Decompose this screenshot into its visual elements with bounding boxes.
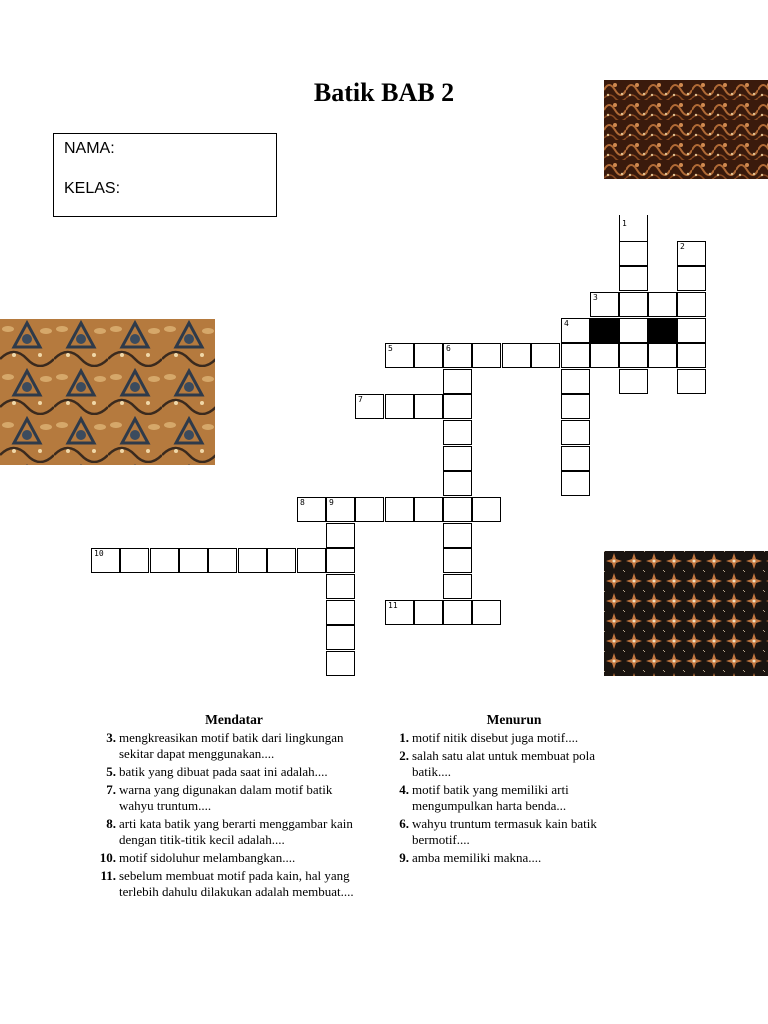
clue-number-2: 2 xyxy=(680,242,685,251)
crossword-cell[interactable] xyxy=(561,446,590,471)
crossword-cell[interactable] xyxy=(502,343,531,368)
crossword-cell[interactable] xyxy=(326,497,355,522)
crossword-cell[interactable] xyxy=(443,420,472,445)
grid-line xyxy=(619,215,620,242)
crossword-cell[interactable] xyxy=(590,292,619,317)
clue-number-11: 11 xyxy=(388,601,398,610)
black-cell xyxy=(590,318,619,343)
clue-number: 9. xyxy=(399,850,409,865)
crossword-cell[interactable] xyxy=(677,241,706,266)
clue-item xyxy=(394,782,634,814)
down-clues xyxy=(394,712,634,868)
clue-text: motif sidoluhur melambangkan.... xyxy=(119,850,296,865)
crossword-cell[interactable] xyxy=(297,548,326,573)
clue-text: motif nitik disebut juga motif.... xyxy=(412,730,579,745)
clue-number: 11. xyxy=(100,868,116,883)
clue-number: 10. xyxy=(99,850,116,865)
crossword-cell[interactable] xyxy=(385,497,414,522)
crossword-cell[interactable] xyxy=(414,600,443,625)
crossword-cell[interactable] xyxy=(619,266,648,291)
clue-text: warna yang digunakan dalam motif batik wahyu truntum.... xyxy=(119,782,333,813)
clue-item xyxy=(98,850,370,866)
crossword-cell[interactable] xyxy=(561,343,590,368)
clue-item xyxy=(98,764,370,780)
crossword-cell[interactable] xyxy=(648,343,677,368)
class-label: KELAS: xyxy=(64,180,121,197)
clue-number: 2. xyxy=(399,748,409,763)
crossword-cell[interactable] xyxy=(561,369,590,394)
crossword-cell[interactable] xyxy=(443,548,472,573)
crossword-cell[interactable] xyxy=(385,343,414,368)
clue-number: 8. xyxy=(106,816,116,831)
clue-number-4: 4 xyxy=(564,319,569,328)
clue-number: 7. xyxy=(106,782,116,797)
clue-text: wahyu truntum termasuk kain batik bermotif.... xyxy=(412,816,597,847)
crossword-cell[interactable] xyxy=(677,369,706,394)
crossword-cell[interactable] xyxy=(472,497,501,522)
crossword-cell[interactable] xyxy=(326,574,355,599)
clue-text: motif batik yang memiliki arti mengumpulkan harta benda... xyxy=(412,782,569,813)
crossword-cell[interactable] xyxy=(443,574,472,599)
crossword-cell[interactable] xyxy=(648,292,677,317)
crossword-cell[interactable] xyxy=(677,318,706,343)
clue-item xyxy=(98,816,370,848)
down-heading: Menurun xyxy=(486,712,542,727)
clue-number: 4. xyxy=(399,782,409,797)
clue-number-6: 6 xyxy=(446,344,451,353)
clue-number-5: 5 xyxy=(388,344,393,353)
crossword-cell[interactable] xyxy=(355,394,384,419)
crossword-cell[interactable] xyxy=(443,497,472,522)
crossword-cell[interactable] xyxy=(472,600,501,625)
clue-number-8: 8 xyxy=(300,498,305,507)
clue-number-3: 3 xyxy=(593,293,598,302)
crossword-cell[interactable] xyxy=(443,394,472,419)
crossword-cell[interactable] xyxy=(267,548,296,573)
crossword-cell[interactable] xyxy=(677,266,706,291)
crossword-cell[interactable] xyxy=(326,651,355,676)
crossword-cell[interactable] xyxy=(238,548,267,573)
clue-item xyxy=(394,730,634,746)
black-cell xyxy=(648,318,677,343)
crossword-cell[interactable] xyxy=(443,471,472,496)
crossword-cell[interactable] xyxy=(561,471,590,496)
crossword-cell[interactable] xyxy=(561,394,590,419)
crossword-cell[interactable] xyxy=(91,548,120,573)
crossword-cell[interactable] xyxy=(677,343,706,368)
clue-text: salah satu alat untuk membuat pola batik.... xyxy=(412,748,596,779)
grid-line xyxy=(647,215,648,242)
clue-number: 5. xyxy=(106,764,116,779)
crossword-cell[interactable] xyxy=(150,548,179,573)
clue-number: 6. xyxy=(399,816,409,831)
name-class-box xyxy=(53,133,277,217)
crossword-cell[interactable] xyxy=(326,600,355,625)
crossword-cell[interactable] xyxy=(443,369,472,394)
clue-item xyxy=(98,868,370,900)
crossword-cell[interactable] xyxy=(120,548,149,573)
crossword-cell[interactable] xyxy=(619,318,648,343)
crossword-cell[interactable] xyxy=(414,394,443,419)
crossword-cell[interactable] xyxy=(472,343,501,368)
page-title: Batik BAB 2 xyxy=(313,78,455,107)
across-clues xyxy=(98,712,370,902)
batik-image-top-right xyxy=(604,80,768,179)
clue-text: mengkreasikan motif batik dari lingkungan sekitar dapat menggunakan.... xyxy=(119,730,344,761)
crossword-cell[interactable] xyxy=(619,343,648,368)
clue-text: amba memiliki makna.... xyxy=(412,850,542,865)
crossword-cell[interactable] xyxy=(297,497,326,522)
crossword-cell[interactable] xyxy=(443,523,472,548)
crossword-cell[interactable] xyxy=(619,369,648,394)
clue-number-9: 9 xyxy=(329,498,334,507)
crossword-cell[interactable] xyxy=(443,343,472,368)
clue-item xyxy=(394,850,634,866)
clue-item xyxy=(394,748,634,780)
crossword-cell[interactable] xyxy=(561,318,590,343)
clue-item xyxy=(394,816,634,848)
across-heading: Mendatar xyxy=(205,712,263,727)
crossword-cell[interactable] xyxy=(326,548,355,573)
clue-item xyxy=(98,782,370,814)
crossword-cell[interactable] xyxy=(385,394,414,419)
crossword-cell[interactable] xyxy=(677,292,706,317)
name-label: NAMA: xyxy=(64,140,115,157)
crossword-cell[interactable] xyxy=(326,523,355,548)
crossword-cell[interactable] xyxy=(414,497,443,522)
crossword-cell[interactable] xyxy=(443,446,472,471)
clue-number: 3. xyxy=(106,730,116,745)
crossword-cell[interactable] xyxy=(326,625,355,650)
clue-number-7: 7 xyxy=(358,395,363,404)
crossword-cell[interactable] xyxy=(443,600,472,625)
batik-image-left xyxy=(0,319,215,465)
clue-item xyxy=(98,730,370,762)
clue-text: arti kata batik yang berarti menggambar kain dengan titik-titik kecil adalah.... xyxy=(119,816,353,847)
crossword-cell[interactable] xyxy=(414,343,443,368)
clue-number: 1. xyxy=(399,730,409,745)
crossword-cell[interactable] xyxy=(385,600,414,625)
crossword-cell[interactable] xyxy=(619,292,648,317)
crossword-cell[interactable] xyxy=(208,548,237,573)
crossword-cell[interactable] xyxy=(561,420,590,445)
crossword-cell[interactable] xyxy=(179,548,208,573)
crossword-cell[interactable] xyxy=(531,343,560,368)
clue-text: batik yang dibuat pada saat ini adalah.... xyxy=(119,764,328,779)
clue-number-10: 10 xyxy=(94,549,104,558)
crossword-cell[interactable] xyxy=(590,343,619,368)
crossword-cell[interactable] xyxy=(355,497,384,522)
crossword-cell[interactable] xyxy=(619,241,648,266)
clue-text: sebelum membuat motif pada kain, hal yang terlebih dahulu dilakukan adalah membuat.... xyxy=(119,868,354,899)
batik-image-bottom-right xyxy=(604,551,768,676)
clue-number-1: 1 xyxy=(622,219,627,228)
